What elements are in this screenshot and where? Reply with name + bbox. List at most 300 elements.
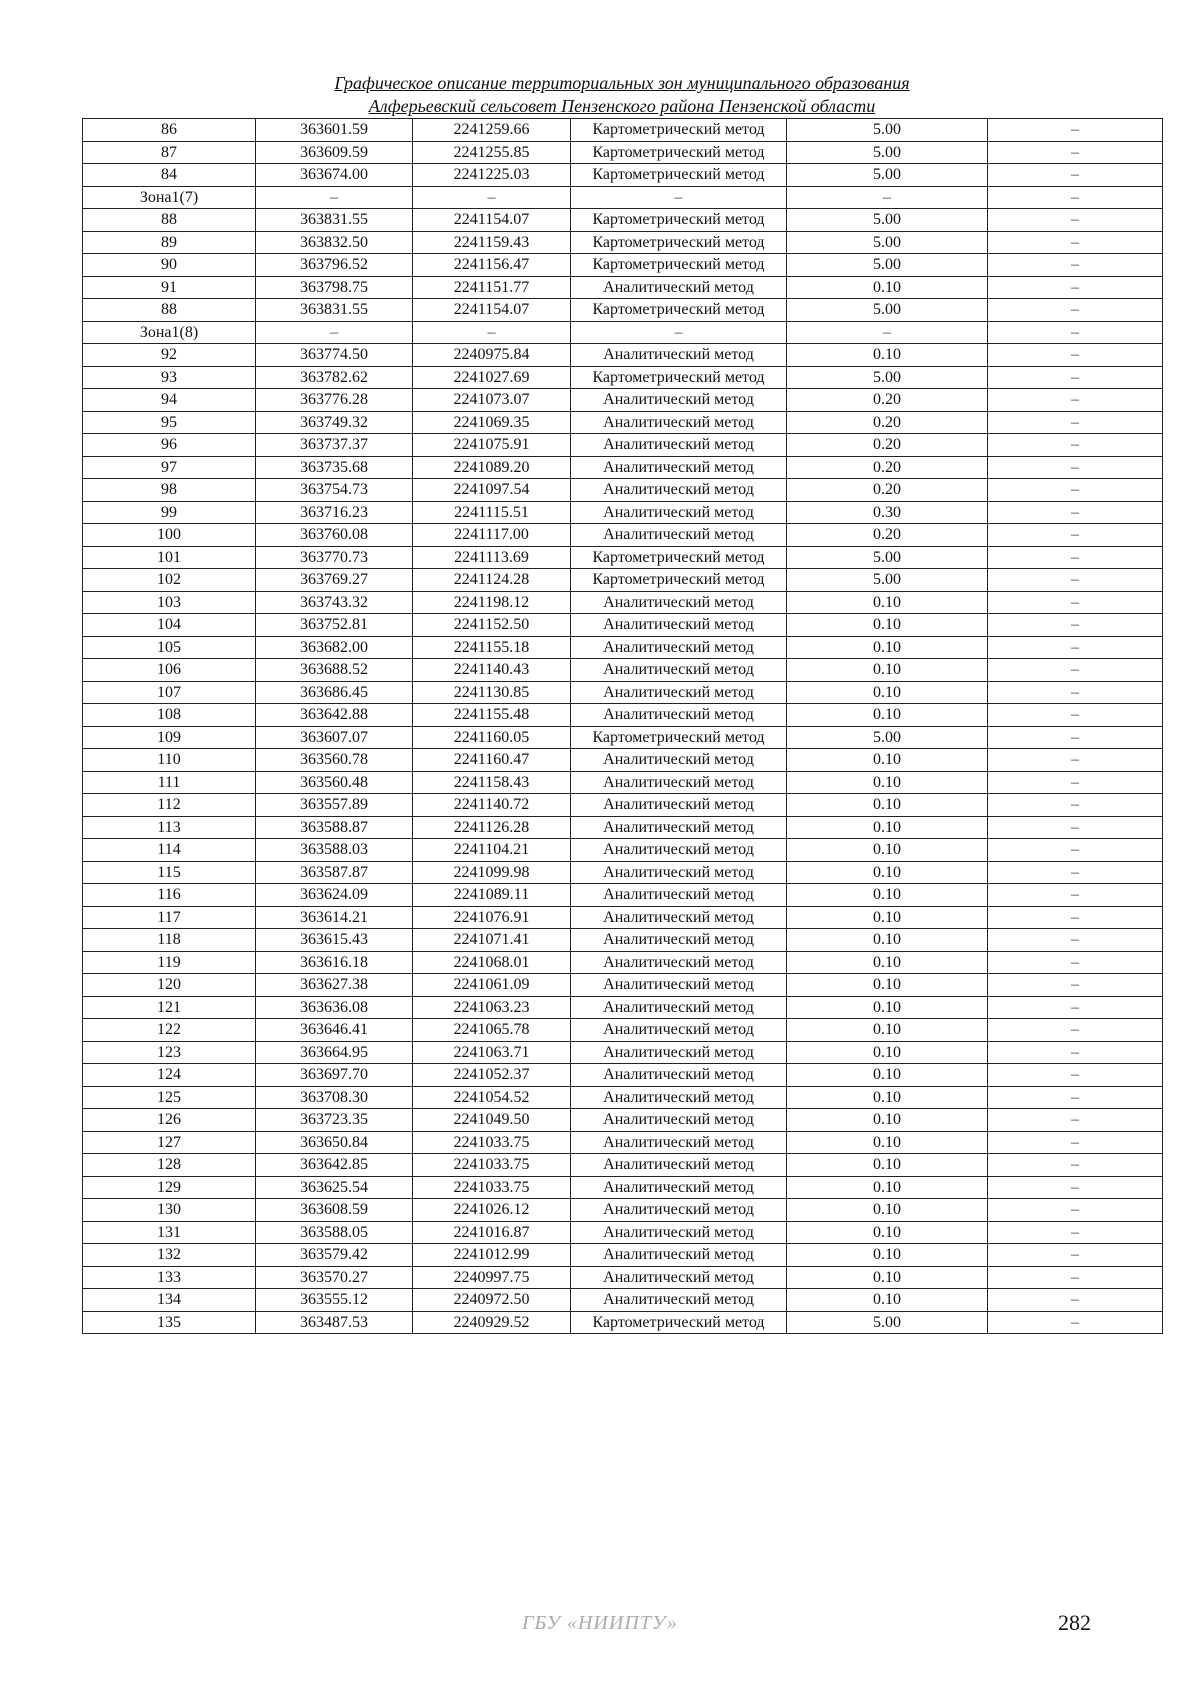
description-cell: – — [988, 1154, 1163, 1177]
method-cell: Аналитический метод — [571, 1199, 787, 1222]
x-coordinate-cell: 363682.00 — [256, 636, 413, 659]
accuracy-cell: 0.10 — [787, 884, 988, 907]
description-cell: – — [988, 164, 1163, 187]
table-row — [83, 299, 1163, 322]
x-coordinate-cell: 363587.87 — [256, 861, 413, 884]
point-number-cell: 112 — [83, 794, 256, 817]
description-cell: – — [988, 1019, 1163, 1042]
accuracy-cell: 0.10 — [787, 861, 988, 884]
x-coordinate-cell: 363674.00 — [256, 164, 413, 187]
y-coordinate-cell: 2241033.75 — [413, 1131, 571, 1154]
method-cell: Картометрический метод — [571, 1311, 787, 1334]
table-row — [83, 411, 1163, 434]
table-row — [83, 929, 1163, 952]
description-cell: – — [988, 839, 1163, 862]
point-number-cell: 109 — [83, 726, 256, 749]
description-cell: – — [988, 299, 1163, 322]
y-coordinate-cell: 2241160.05 — [413, 726, 571, 749]
accuracy-cell: 0.20 — [787, 434, 988, 457]
table-row — [83, 186, 1163, 209]
method-cell: Аналитический метод — [571, 951, 787, 974]
method-cell: Аналитический метод — [571, 884, 787, 907]
point-number-cell: 96 — [83, 434, 256, 457]
x-coordinate-cell: 363686.45 — [256, 681, 413, 704]
method-cell: Аналитический метод — [571, 614, 787, 637]
accuracy-cell: 0.10 — [787, 276, 988, 299]
x-coordinate-cell: 363557.89 — [256, 794, 413, 817]
y-coordinate-cell: 2240929.52 — [413, 1311, 571, 1334]
accuracy-cell: 0.10 — [787, 659, 988, 682]
x-coordinate-cell: 363646.41 — [256, 1019, 413, 1042]
accuracy-cell: 0.10 — [787, 951, 988, 974]
table-row — [83, 1019, 1163, 1042]
coordinates-table-body — [83, 119, 1163, 1334]
table-row — [83, 749, 1163, 772]
description-cell: – — [988, 771, 1163, 794]
point-number-cell: 101 — [83, 546, 256, 569]
table-row — [83, 771, 1163, 794]
table-row — [83, 636, 1163, 659]
point-number-cell: 105 — [83, 636, 256, 659]
point-number-cell: 133 — [83, 1266, 256, 1289]
point-number-cell: 92 — [83, 344, 256, 367]
accuracy-cell: 0.10 — [787, 929, 988, 952]
description-cell: – — [988, 1311, 1163, 1334]
point-number-cell: 127 — [83, 1131, 256, 1154]
method-cell: Аналитический метод — [571, 1176, 787, 1199]
point-number-cell: 122 — [83, 1019, 256, 1042]
x-coordinate-cell: 363760.08 — [256, 524, 413, 547]
accuracy-cell: 0.10 — [787, 1019, 988, 1042]
y-coordinate-cell: 2241033.75 — [413, 1176, 571, 1199]
page-number: 282 — [1058, 1610, 1091, 1635]
y-coordinate-cell: 2241156.47 — [413, 254, 571, 277]
description-cell: – — [988, 1131, 1163, 1154]
y-coordinate-cell: 2241099.98 — [413, 861, 571, 884]
x-coordinate-cell: 363615.43 — [256, 929, 413, 952]
method-cell: Картометрический метод — [571, 119, 787, 142]
x-coordinate-cell: 363588.05 — [256, 1221, 413, 1244]
description-cell: – — [988, 1221, 1163, 1244]
method-cell: Аналитический метод — [571, 524, 787, 547]
description-cell: – — [988, 141, 1163, 164]
method-cell: Картометрический метод — [571, 254, 787, 277]
accuracy-cell: 0.10 — [787, 816, 988, 839]
description-cell: – — [988, 411, 1163, 434]
table-row — [83, 1064, 1163, 1087]
table-row — [83, 141, 1163, 164]
table-row — [83, 569, 1163, 592]
method-cell: Картометрический метод — [571, 546, 787, 569]
table-row — [83, 884, 1163, 907]
header-title-line-2: Алферьевский сельсовет Пензенского района Пензенской области — [368, 96, 876, 116]
accuracy-cell: 0.10 — [787, 344, 988, 367]
point-number-cell: 126 — [83, 1109, 256, 1132]
table-row — [83, 614, 1163, 637]
y-coordinate-cell: 2241089.11 — [413, 884, 571, 907]
point-number-cell: 116 — [83, 884, 256, 907]
description-cell: – — [988, 1086, 1163, 1109]
method-cell: Картометрический метод — [571, 209, 787, 232]
point-number-cell: 91 — [83, 276, 256, 299]
table-row — [83, 209, 1163, 232]
x-coordinate-cell: 363688.52 — [256, 659, 413, 682]
table-row — [83, 1221, 1163, 1244]
description-cell: – — [988, 1041, 1163, 1064]
description-cell: – — [988, 816, 1163, 839]
method-cell: Картометрический метод — [571, 366, 787, 389]
accuracy-cell: 0.20 — [787, 411, 988, 434]
point-number-cell: 131 — [83, 1221, 256, 1244]
x-coordinate-cell: 363636.08 — [256, 996, 413, 1019]
accuracy-cell: 5.00 — [787, 254, 988, 277]
table-row — [83, 1244, 1163, 1267]
accuracy-cell: 0.10 — [787, 839, 988, 862]
accuracy-cell: 0.10 — [787, 771, 988, 794]
table-row — [83, 974, 1163, 997]
x-coordinate-cell: 363608.59 — [256, 1199, 413, 1222]
table-row — [83, 456, 1163, 479]
description-cell: – — [988, 681, 1163, 704]
table-row — [83, 501, 1163, 524]
y-coordinate-cell: 2241151.77 — [413, 276, 571, 299]
point-number-cell: 108 — [83, 704, 256, 727]
x-coordinate-cell: 363664.95 — [256, 1041, 413, 1064]
accuracy-cell: 0.10 — [787, 1041, 988, 1064]
method-cell: – — [571, 186, 787, 209]
y-coordinate-cell: 2241158.43 — [413, 771, 571, 794]
accuracy-cell: 0.10 — [787, 636, 988, 659]
accuracy-cell: 5.00 — [787, 164, 988, 187]
y-coordinate-cell: 2241104.21 — [413, 839, 571, 862]
description-cell: – — [988, 501, 1163, 524]
method-cell: Картометрический метод — [571, 726, 787, 749]
x-coordinate-cell: 363555.12 — [256, 1289, 413, 1312]
method-cell: Картометрический метод — [571, 569, 787, 592]
description-cell: – — [988, 569, 1163, 592]
point-number-cell: 100 — [83, 524, 256, 547]
y-coordinate-cell: 2241160.47 — [413, 749, 571, 772]
point-number-cell: 94 — [83, 389, 256, 412]
description-cell: – — [988, 749, 1163, 772]
method-cell: Аналитический метод — [571, 479, 787, 502]
description-cell: – — [988, 321, 1163, 344]
y-coordinate-cell: 2241089.20 — [413, 456, 571, 479]
method-cell: Картометрический метод — [571, 141, 787, 164]
description-cell: – — [988, 389, 1163, 412]
table-row — [83, 861, 1163, 884]
point-number-cell: 123 — [83, 1041, 256, 1064]
method-cell: Аналитический метод — [571, 906, 787, 929]
accuracy-cell: 0.10 — [787, 996, 988, 1019]
description-cell: – — [988, 861, 1163, 884]
point-number-cell: 132 — [83, 1244, 256, 1267]
table-row — [83, 681, 1163, 704]
document-header — [82, 72, 1162, 118]
point-number-cell: Зона1(8) — [83, 321, 256, 344]
accuracy-cell: 0.20 — [787, 479, 988, 502]
point-number-cell: 115 — [83, 861, 256, 884]
accuracy-cell: 5.00 — [787, 119, 988, 142]
accuracy-cell: 0.10 — [787, 1244, 988, 1267]
method-cell: Аналитический метод — [571, 344, 787, 367]
point-number-cell: 90 — [83, 254, 256, 277]
method-cell: Аналитический метод — [571, 929, 787, 952]
description-cell: – — [988, 1289, 1163, 1312]
point-number-cell: 98 — [83, 479, 256, 502]
description-cell: – — [988, 614, 1163, 637]
y-coordinate-cell: 2241049.50 — [413, 1109, 571, 1132]
method-cell: Аналитический метод — [571, 1109, 787, 1132]
table-row — [83, 839, 1163, 862]
point-number-cell: 95 — [83, 411, 256, 434]
table-row — [83, 704, 1163, 727]
x-coordinate-cell: 363697.70 — [256, 1064, 413, 1087]
table-row — [83, 1131, 1163, 1154]
x-coordinate-cell: 363560.48 — [256, 771, 413, 794]
point-number-cell: 124 — [83, 1064, 256, 1087]
description-cell: – — [988, 726, 1163, 749]
table-row — [83, 321, 1163, 344]
y-coordinate-cell: 2241155.18 — [413, 636, 571, 659]
accuracy-cell: 5.00 — [787, 299, 988, 322]
accuracy-cell: 0.10 — [787, 1176, 988, 1199]
y-coordinate-cell: 2241016.87 — [413, 1221, 571, 1244]
description-cell: – — [988, 794, 1163, 817]
x-coordinate-cell: 363831.55 — [256, 299, 413, 322]
description-cell: – — [988, 186, 1163, 209]
y-coordinate-cell: 2241073.07 — [413, 389, 571, 412]
y-coordinate-cell: 2241054.52 — [413, 1086, 571, 1109]
accuracy-cell: 0.10 — [787, 906, 988, 929]
description-cell: – — [988, 1176, 1163, 1199]
description-cell: – — [988, 636, 1163, 659]
point-number-cell: 89 — [83, 231, 256, 254]
description-cell: – — [988, 524, 1163, 547]
x-coordinate-cell: 363601.59 — [256, 119, 413, 142]
method-cell: Аналитический метод — [571, 681, 787, 704]
y-coordinate-cell: 2241130.85 — [413, 681, 571, 704]
table-row — [83, 726, 1163, 749]
point-number-cell: 129 — [83, 1176, 256, 1199]
accuracy-cell: 0.10 — [787, 1064, 988, 1087]
table-row — [83, 254, 1163, 277]
point-number-cell: 107 — [83, 681, 256, 704]
x-coordinate-cell: 363614.21 — [256, 906, 413, 929]
y-coordinate-cell: 2241061.09 — [413, 974, 571, 997]
y-coordinate-cell: 2241159.43 — [413, 231, 571, 254]
method-cell: Аналитический метод — [571, 839, 787, 862]
x-coordinate-cell: 363735.68 — [256, 456, 413, 479]
x-coordinate-cell: 363627.38 — [256, 974, 413, 997]
description-cell: – — [988, 884, 1163, 907]
x-coordinate-cell: 363723.35 — [256, 1109, 413, 1132]
accuracy-cell: 0.10 — [787, 1221, 988, 1244]
x-coordinate-cell: 363782.62 — [256, 366, 413, 389]
accuracy-cell: 0.10 — [787, 1266, 988, 1289]
point-number-cell: 125 — [83, 1086, 256, 1109]
accuracy-cell: 0.20 — [787, 524, 988, 547]
accuracy-cell: 0.10 — [787, 1109, 988, 1132]
point-number-cell: 102 — [83, 569, 256, 592]
method-cell: Аналитический метод — [571, 501, 787, 524]
x-coordinate-cell: 363716.23 — [256, 501, 413, 524]
accuracy-cell: 5.00 — [787, 569, 988, 592]
point-number-cell: 93 — [83, 366, 256, 389]
x-coordinate-cell: 363487.53 — [256, 1311, 413, 1334]
description-cell: – — [988, 231, 1163, 254]
accuracy-cell: 5.00 — [787, 366, 988, 389]
y-coordinate-cell: 2241126.28 — [413, 816, 571, 839]
x-coordinate-cell: 363650.84 — [256, 1131, 413, 1154]
table-row — [83, 389, 1163, 412]
point-number-cell: 99 — [83, 501, 256, 524]
y-coordinate-cell: 2241255.85 — [413, 141, 571, 164]
method-cell: Аналитический метод — [571, 276, 787, 299]
method-cell: Аналитический метод — [571, 1019, 787, 1042]
y-coordinate-cell: 2241155.48 — [413, 704, 571, 727]
x-coordinate-cell: 363832.50 — [256, 231, 413, 254]
y-coordinate-cell: 2241068.01 — [413, 951, 571, 974]
accuracy-cell: 5.00 — [787, 209, 988, 232]
method-cell: Аналитический метод — [571, 411, 787, 434]
point-number-cell: 87 — [83, 141, 256, 164]
accuracy-cell: 0.10 — [787, 614, 988, 637]
accuracy-cell: 0.10 — [787, 681, 988, 704]
y-coordinate-cell: 2241065.78 — [413, 1019, 571, 1042]
table-row — [83, 164, 1163, 187]
method-cell: Аналитический метод — [571, 974, 787, 997]
y-coordinate-cell: 2241033.75 — [413, 1154, 571, 1177]
method-cell: Аналитический метод — [571, 1221, 787, 1244]
method-cell: Аналитический метод — [571, 434, 787, 457]
x-coordinate-cell: 363609.59 — [256, 141, 413, 164]
y-coordinate-cell: 2240975.84 — [413, 344, 571, 367]
method-cell: Аналитический метод — [571, 861, 787, 884]
accuracy-cell: 5.00 — [787, 141, 988, 164]
point-number-cell: Зона1(7) — [83, 186, 256, 209]
x-coordinate-cell: 363754.73 — [256, 479, 413, 502]
table-row — [83, 434, 1163, 457]
x-coordinate-cell: 363743.32 — [256, 591, 413, 614]
method-cell: Аналитический метод — [571, 389, 787, 412]
description-cell: – — [988, 951, 1163, 974]
x-coordinate-cell: 363642.88 — [256, 704, 413, 727]
method-cell: Аналитический метод — [571, 794, 787, 817]
method-cell: Аналитический метод — [571, 996, 787, 1019]
point-number-cell: 114 — [83, 839, 256, 862]
table-row — [83, 366, 1163, 389]
accuracy-cell: 0.20 — [787, 456, 988, 479]
x-coordinate-cell: 363624.09 — [256, 884, 413, 907]
y-coordinate-cell: 2241012.99 — [413, 1244, 571, 1267]
x-coordinate-cell: 363625.54 — [256, 1176, 413, 1199]
description-cell: – — [988, 704, 1163, 727]
table-row — [83, 1154, 1163, 1177]
point-number-cell: 103 — [83, 591, 256, 614]
point-number-cell: 134 — [83, 1289, 256, 1312]
y-coordinate-cell: 2241225.03 — [413, 164, 571, 187]
description-cell: – — [988, 1199, 1163, 1222]
x-coordinate-cell: 363776.28 — [256, 389, 413, 412]
method-cell: Аналитический метод — [571, 1266, 787, 1289]
x-coordinate-cell: 363769.27 — [256, 569, 413, 592]
description-cell: – — [988, 996, 1163, 1019]
y-coordinate-cell: 2241140.72 — [413, 794, 571, 817]
table-row — [83, 231, 1163, 254]
accuracy-cell: 5.00 — [787, 1311, 988, 1334]
accuracy-cell: 5.00 — [787, 231, 988, 254]
x-coordinate-cell: 363796.52 — [256, 254, 413, 277]
y-coordinate-cell: 2241075.91 — [413, 434, 571, 457]
footer-organization: ГБУ «НИИПТУ» — [522, 1612, 678, 1634]
table-row — [83, 119, 1163, 142]
point-number-cell: 118 — [83, 929, 256, 952]
method-cell: Картометрический метод — [571, 231, 787, 254]
method-cell: Аналитический метод — [571, 1131, 787, 1154]
table-row — [83, 1176, 1163, 1199]
accuracy-cell: 0.10 — [787, 974, 988, 997]
description-cell: – — [988, 906, 1163, 929]
point-number-cell: 106 — [83, 659, 256, 682]
y-coordinate-cell: 2241063.23 — [413, 996, 571, 1019]
table-row — [83, 996, 1163, 1019]
x-coordinate-cell: 363770.73 — [256, 546, 413, 569]
method-cell: Картометрический метод — [571, 164, 787, 187]
point-number-cell: 110 — [83, 749, 256, 772]
y-coordinate-cell: – — [413, 186, 571, 209]
point-number-cell: 120 — [83, 974, 256, 997]
accuracy-cell: 5.00 — [787, 546, 988, 569]
accuracy-cell: – — [787, 186, 988, 209]
point-number-cell: 130 — [83, 1199, 256, 1222]
point-number-cell: 88 — [83, 209, 256, 232]
y-coordinate-cell: – — [413, 321, 571, 344]
y-coordinate-cell: 2241115.51 — [413, 501, 571, 524]
y-coordinate-cell: 2241052.37 — [413, 1064, 571, 1087]
method-cell: – — [571, 321, 787, 344]
x-coordinate-cell: 363616.18 — [256, 951, 413, 974]
description-cell: – — [988, 119, 1163, 142]
method-cell: Аналитический метод — [571, 1086, 787, 1109]
point-number-cell: 119 — [83, 951, 256, 974]
x-coordinate-cell: 363749.32 — [256, 411, 413, 434]
y-coordinate-cell: 2241140.43 — [413, 659, 571, 682]
table-row — [83, 816, 1163, 839]
description-cell: – — [988, 929, 1163, 952]
accuracy-cell: 0.10 — [787, 591, 988, 614]
table-row — [83, 659, 1163, 682]
description-cell: – — [988, 546, 1163, 569]
x-coordinate-cell: 363579.42 — [256, 1244, 413, 1267]
point-number-cell: 113 — [83, 816, 256, 839]
point-number-cell: 97 — [83, 456, 256, 479]
accuracy-cell: 0.10 — [787, 1289, 988, 1312]
x-coordinate-cell: 363752.81 — [256, 614, 413, 637]
accuracy-cell: 0.20 — [787, 389, 988, 412]
accuracy-cell: 0.10 — [787, 749, 988, 772]
description-cell: – — [988, 1266, 1163, 1289]
y-coordinate-cell: 2241152.50 — [413, 614, 571, 637]
point-number-cell: 135 — [83, 1311, 256, 1334]
y-coordinate-cell: 2241027.69 — [413, 366, 571, 389]
table-row — [83, 794, 1163, 817]
method-cell: Аналитический метод — [571, 1244, 787, 1267]
y-coordinate-cell: 2241071.41 — [413, 929, 571, 952]
table-row — [83, 479, 1163, 502]
point-number-cell: 111 — [83, 771, 256, 794]
table-row — [83, 546, 1163, 569]
